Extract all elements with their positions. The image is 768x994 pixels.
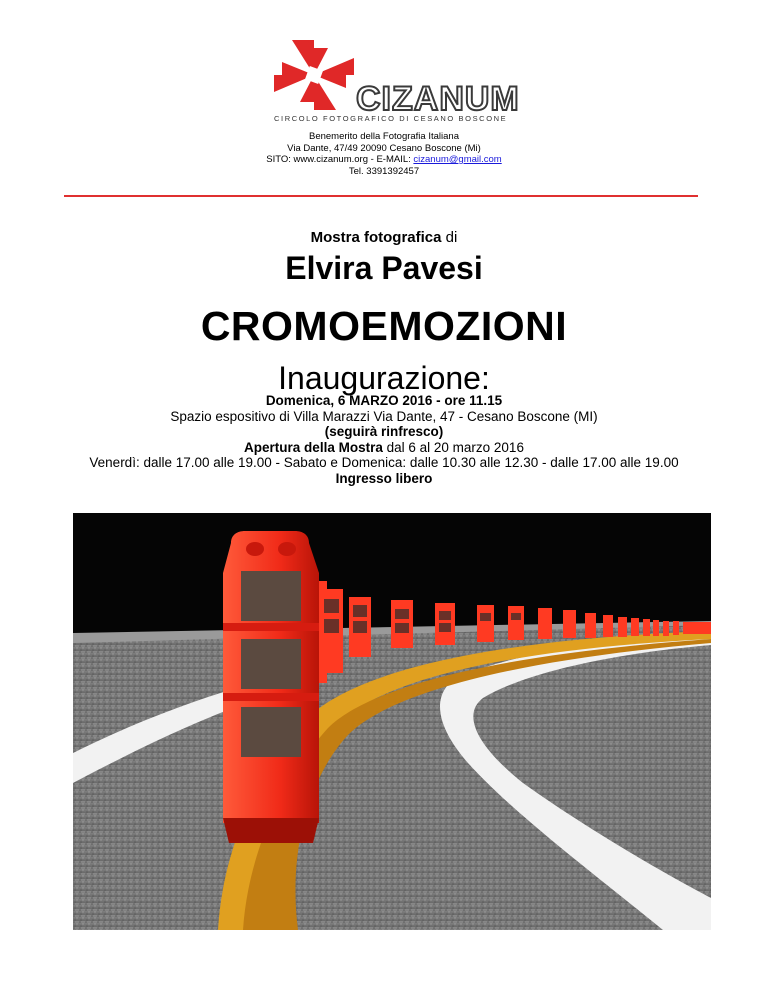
exhibition-type: Mostra fotografica: [310, 229, 442, 246]
inauguration-heading: Inaugurazione:: [278, 360, 490, 396]
opening-dates: dal 6 al 20 marzo 2016: [386, 439, 524, 455]
web-line: [0, 154, 768, 166]
venue: Spazio espositivo di Villa Marazzi Via Dante, 47 - Cesano Boscone (MI): [170, 408, 598, 424]
address-line: Via Dante, 47/49 20090 Cesano Boscone (Mi): [287, 142, 481, 154]
refreshment-note: (seguirà rinfresco): [324, 424, 444, 439]
inauguration-date: Domenica, 6 MARZO 2016 - ore 11.15: [265, 393, 503, 408]
honor-line: Benemerito della Fotografia Italiana: [309, 131, 459, 142]
separator: -: [370, 154, 374, 165]
cizanum-logo: [270, 38, 520, 128]
contact-block: [0, 131, 768, 177]
logo-wordmark: CIZANUM: [356, 80, 520, 118]
opening-label: Apertura della Mostra: [244, 439, 383, 455]
phone-line: Tel. 3391392457: [348, 165, 420, 177]
entry-note: Ingresso libero: [335, 470, 433, 486]
email-label: E-MAIL:: [376, 154, 411, 165]
opening-hours: Venerdì: dalle 17.00 alle 19.00 - Sabato e Domenica: dalle 10.30 alle 12.30 - dalle 17.00 alle 19.00: [89, 455, 679, 470]
exhibition-photo: [73, 513, 711, 930]
artist-name: Elvira Pavesi: [285, 250, 483, 286]
exhibition-by: di: [445, 229, 458, 246]
email-link[interactable]: cizanum@gmail.com: [413, 154, 502, 165]
opening-line: [0, 440, 768, 456]
header-divider: [64, 195, 698, 197]
aperture-logo-icon: [274, 40, 354, 110]
exhibition-title: CROMOEMOZIONI: [200, 303, 568, 349]
event-details: [0, 393, 768, 486]
site-text: SITO: www.cizanum.org: [266, 154, 368, 165]
exhibition-intro: [0, 229, 768, 246]
logo-subtitle: CIRCOLO FOTOGRAFICO DI CESANO BOSCONE: [274, 114, 508, 123]
